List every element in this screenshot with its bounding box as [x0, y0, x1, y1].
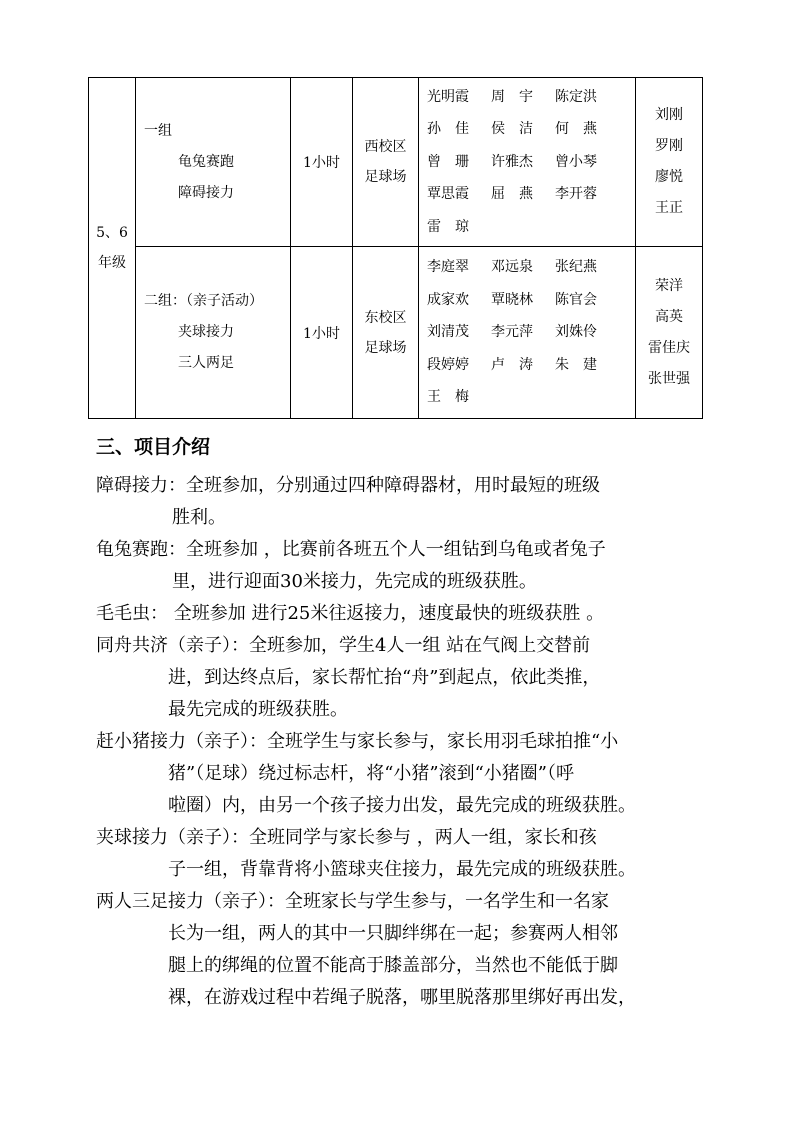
item-line: 里，进行迎面30米接力，先完成的班级获胜。: [172, 571, 537, 592]
place-line: 东校区: [364, 309, 407, 326]
participant-name: 何 燕: [555, 121, 597, 138]
item-line: 裸，在游戏过程中若绳子脱落，哪里脱落那里绑好再出发，: [168, 987, 636, 1008]
list-item: [96, 726, 706, 822]
staff-name: 雷佳庆: [648, 339, 690, 356]
participant-name: 李元萍: [491, 324, 533, 341]
list-item: [96, 630, 706, 726]
participant-name: 刘姝伶: [555, 324, 597, 341]
names-cell: [419, 78, 636, 247]
staff-name: 刘刚: [655, 107, 683, 123]
item-line: 夹球接力（亲子）：全班同学与家长参与 ，两人一组，家长和孩: [96, 827, 597, 848]
participant-name: 曾小琴: [555, 153, 597, 170]
list-item: [96, 886, 706, 1014]
participant-name: 李庭翠: [427, 259, 469, 276]
project-event: 夹球接力: [178, 324, 234, 340]
participant-name: 张纪燕: [555, 259, 597, 276]
participant-name: 雷 琼: [427, 218, 469, 235]
item-line: 猪”（足球）绕过标志杆，将“小猪”滚到“小猪圈”（呼: [168, 763, 575, 784]
project-group: 二组：（亲子活动）: [144, 293, 263, 309]
staff-name: 荣洋: [655, 277, 683, 294]
names-cell: [419, 247, 636, 419]
participant-name: 覃晓林: [491, 291, 533, 308]
staff-name: 张世强: [648, 370, 690, 387]
participant-name: 周 宇: [491, 88, 533, 105]
participant-name: 陈定洪: [555, 88, 597, 105]
list-item: [96, 534, 706, 598]
item-line: 赶小猪接力（亲子）：全班学生与家长参与，家长用羽毛球拍推“小: [96, 731, 619, 752]
item-line: 最先完成的班级获胜。: [168, 699, 348, 720]
participant-name: 覃思霞: [427, 186, 469, 203]
staff-name: 高英: [655, 308, 683, 325]
table-row: [89, 247, 703, 419]
list-item: [96, 470, 706, 534]
item-line: 两人三足接力（亲子）：全班家长与学生参与，一名学生和一名家: [96, 891, 609, 912]
item-line: 障碍接力：全班参加，分别通过四种障碍器材，用时最短的班级: [96, 475, 600, 496]
participant-name: 卢 涛: [491, 356, 533, 373]
participant-name: 刘清茂: [427, 324, 469, 341]
participant-name: 成家欢: [427, 291, 469, 308]
place-cell: [353, 247, 419, 419]
item-line: 长为一组，两人的其中一只脚绊绑在一起；参赛两人相邻: [168, 923, 618, 944]
staff-cell: [636, 247, 703, 419]
item-line: 同舟共济（亲子）：全班参加，学生4人一组 站在气阀上交替前: [96, 635, 591, 656]
staff-name: 廖悦: [655, 169, 683, 185]
list-item: [96, 822, 706, 886]
item-line: 子一组，背靠背将小篮球夹住接力，最先完成的班级获胜。: [168, 859, 636, 880]
item-line: 腿上的绑绳的位置不能高于膝盖部分，当然也不能低于脚: [168, 955, 618, 976]
participant-name: 邓远泉: [491, 259, 533, 276]
participant-name: 光明霞: [427, 88, 469, 105]
participant-name: 许雅杰: [491, 153, 533, 170]
participant-name: 曾 珊: [427, 153, 469, 170]
item-list: [96, 470, 706, 1014]
staff-name: 王正: [655, 200, 683, 216]
participant-name: 陈官会: [555, 291, 597, 308]
table-row: [89, 78, 703, 247]
time-cell: 1小时: [291, 78, 353, 247]
participant-name: 朱 建: [555, 356, 597, 373]
project-event: 龟兔赛跑: [178, 153, 234, 170]
grade-cell: [89, 78, 136, 419]
participant-name: 李开蓉: [555, 186, 597, 203]
section-title: 三、项目介绍: [96, 436, 211, 458]
item-line: 龟兔赛跑：全班参加 ，比赛前各班五个人一组钻到乌龟或者兔子: [96, 539, 606, 560]
participant-name: 屈 燕: [491, 186, 533, 203]
names-grid: [427, 251, 635, 414]
participant-name: 孙 佳: [427, 121, 469, 138]
staff-cell: [636, 78, 703, 247]
item-line: 毛毛虫： 全班参加 进行25米往返接力，速度最快的班级获胜 。: [96, 603, 605, 624]
staff-name: 罗刚: [655, 138, 683, 154]
project-cell: [136, 247, 291, 419]
place-line: 足球场: [364, 339, 407, 356]
names-grid: [427, 81, 635, 244]
place-line: 西校区: [364, 139, 407, 155]
item-line: 啦圈）内，由另一个孩子接力出发，最先完成的班级获胜。: [168, 795, 636, 816]
participant-name: 侯 洁: [491, 121, 533, 138]
item-line: 进，到达终点后，家长帮忙抬“舟”到起点，依此类推，: [168, 667, 601, 688]
time-cell: 1小时: [291, 247, 353, 419]
schedule-table: [88, 77, 703, 419]
list-item: [96, 598, 706, 630]
grade-label: 5、6年级: [96, 225, 128, 271]
place-cell: [353, 78, 419, 247]
project-cell: [136, 78, 291, 247]
place-line: 足球场: [364, 169, 407, 185]
participant-name: 段婷婷: [427, 356, 469, 373]
participant-name: 王 梅: [427, 389, 469, 406]
project-group: 一组: [144, 122, 172, 139]
project-event: 三人两足: [178, 355, 234, 371]
item-line: 胜利。: [172, 507, 226, 528]
project-event: 障碍接力: [178, 184, 234, 201]
